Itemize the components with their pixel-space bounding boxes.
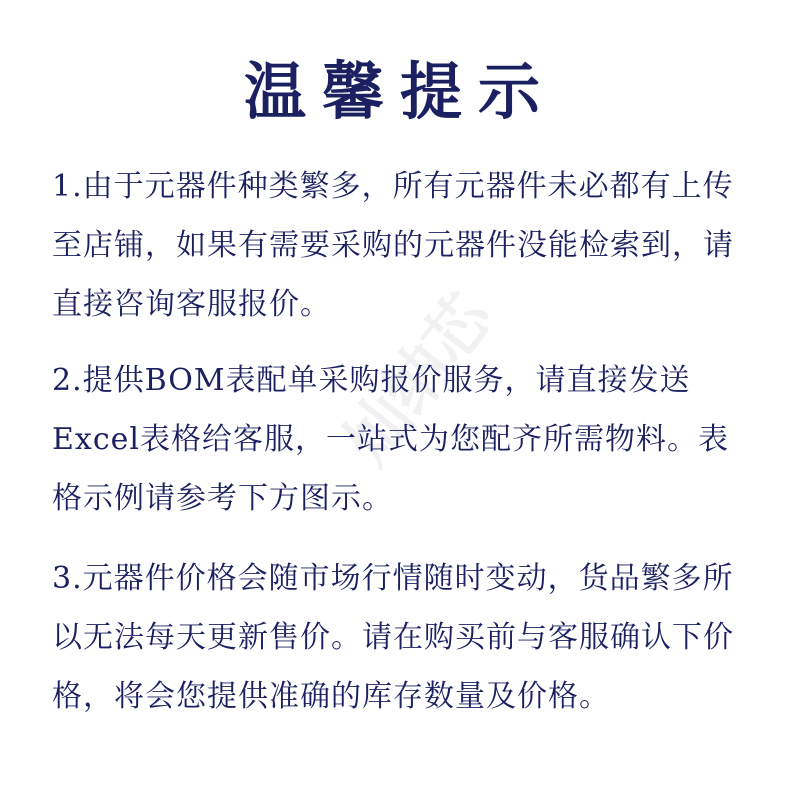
notice-paragraph-2 (52, 351, 752, 528)
paragraph-line: 以无法每天更新售价。请在购买前与客服确认下价 (52, 620, 734, 655)
watermark-logo: 灿纳芯 (330, 281, 507, 479)
paragraph-line: 格，将会您提供准确的库存数量及价格。 (52, 679, 610, 714)
paragraph-line: 1.由于元器件种类繁多，所有元器件未必都有上传 (52, 169, 734, 204)
paragraph-line: 3.元器件价格会随市场行情随时变动，货品繁多所 (52, 561, 734, 596)
paragraph-line: 2.提供BOM表配单采购报价服务，请直接发送 (52, 363, 691, 398)
paragraph-line: 至店铺，如果有需要采购的元器件没能检索到，请 (52, 228, 734, 263)
paragraph-line: Excel表格给客服，一站式为您配齐所需物料。表 (52, 422, 729, 457)
paragraph-line: 格示例请参考下方图示。 (52, 481, 393, 516)
page-title: 温馨提示 (243, 55, 556, 128)
paragraph-line: 直接咨询客服报价。 (52, 287, 331, 322)
notice-paragraph-3 (52, 549, 752, 726)
notice-paragraph-1 (52, 157, 752, 334)
